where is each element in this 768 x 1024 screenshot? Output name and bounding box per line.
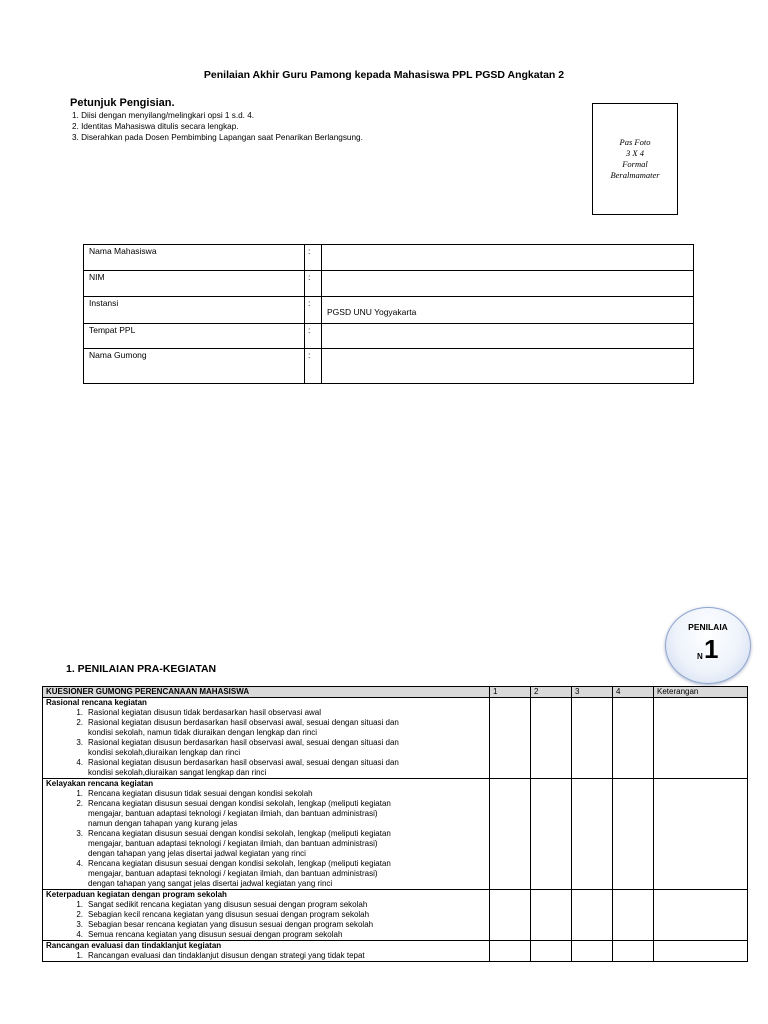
- criteria-item-line: Rancangan evaluasi dan tindaklanjut disusun dengan strategi yang tidak tepat: [88, 951, 365, 960]
- criteria-item-number: 3.: [76, 920, 83, 929]
- criteria-item-line: kondisi sekolah,diuraikan sangat lengkap dan rinci: [88, 768, 267, 777]
- identity-value: PGSD UNU Yogyakarta: [327, 307, 417, 317]
- criteria-item-line: namun dengan tahapan yang kurang jelas: [88, 819, 238, 828]
- header-questionnaire: KUESIONER GUMONG PERENCANAAN MAHASISWA: [43, 687, 490, 698]
- score-cell-3[interactable]: [572, 941, 613, 962]
- photo-label-line: Pas Foto: [619, 137, 651, 147]
- criteria-item-number: 3.: [76, 738, 83, 747]
- criteria-item-line: Rencana kegiatan disusun sesuai dengan kondisi sekolah, lengkap (meliputi kegiatan: [88, 799, 391, 808]
- identity-value-field[interactable]: [322, 245, 694, 271]
- criteria-item-number: 2.: [76, 910, 83, 919]
- identity-row-instansi: [84, 297, 694, 324]
- criteria-item-text: [88, 951, 486, 961]
- keterangan-cell[interactable]: [654, 698, 748, 779]
- instruction-item: 1. Diisi dengan menyilang/melingkari opsi 1 s.d. 4.: [72, 111, 255, 120]
- criteria-item: [46, 829, 486, 859]
- criteria-item-number: 4.: [76, 930, 83, 939]
- criteria-group-title: Keterpaduan kegiatan dengan program sekolah: [46, 890, 227, 899]
- photo-label-line: Formal: [622, 159, 648, 169]
- instruction-item: 3. Diserahkan pada Dosen Pembimbing Lapangan saat Penarikan Berlangsung.: [72, 133, 363, 142]
- criteria-item-text: [88, 738, 486, 758]
- section-title: 1. PENILAIAN PRA-KEGIATAN: [66, 663, 217, 675]
- criteria-item-text: [88, 718, 486, 738]
- criteria-cell: [43, 779, 490, 890]
- identity-label: Nama Gumong: [84, 349, 305, 384]
- instructions-heading: Petunjuk Pengisian.: [70, 97, 175, 109]
- keterangan-cell[interactable]: [654, 941, 748, 962]
- photo-placeholder: [592, 103, 678, 215]
- header-score-3: 3: [572, 687, 613, 698]
- score-cell-3[interactable]: [572, 779, 613, 890]
- criteria-item-text: [88, 900, 486, 910]
- criteria-item: [46, 799, 486, 829]
- score-cell-2[interactable]: [531, 698, 572, 779]
- photo-label-line: 3 X 4: [626, 148, 644, 158]
- criteria-item: [46, 930, 486, 940]
- questionnaire-group-row: [43, 890, 748, 941]
- criteria-item: [46, 708, 486, 718]
- identity-colon: :: [305, 349, 322, 384]
- criteria-item: [46, 910, 486, 920]
- identity-label: Nama Mahasiswa: [84, 245, 305, 271]
- score-cell-2[interactable]: [531, 941, 572, 962]
- identity-value-field[interactable]: [322, 271, 694, 297]
- criteria-item-number: 1.: [76, 951, 83, 960]
- score-cell-1[interactable]: [490, 698, 531, 779]
- criteria-cell: [43, 698, 490, 779]
- identity-label: NIM: [84, 271, 305, 297]
- criteria-item-line: mengajar, bantuan adaptasi teknologi / kegiatan ilmiah, dan bantuan administrasi): [88, 839, 378, 848]
- score-cell-1[interactable]: [490, 941, 531, 962]
- keterangan-cell[interactable]: [654, 779, 748, 890]
- criteria-item-line: kondisi sekolah,diuraikan lengkap dan rinci: [88, 748, 241, 757]
- criteria-item-text: [88, 799, 486, 829]
- criteria-item: [46, 920, 486, 930]
- photo-label-line: Beralmamater: [610, 170, 660, 180]
- criteria-cell: [43, 941, 490, 962]
- criteria-item-line: kondisi sekolah, namun tidak diuraikan dengan lengkap dan rinci: [88, 728, 318, 737]
- identity-value-field[interactable]: [322, 324, 694, 349]
- identity-label: Tempat PPL: [84, 324, 305, 349]
- criteria-item-line: Semua rencana kegiatan yang disusun sesuai dengan program sekolah: [88, 930, 343, 939]
- badge-label: PENILAIA: [688, 622, 728, 632]
- criteria-item-line: Sebagian besar rencana kegiatan yang disusun sesuai dengan program sekolah: [88, 920, 374, 929]
- criteria-item-line: Sebagian kecil rencana kegiatan yang disusun sesuai dengan program sekolah: [88, 910, 370, 919]
- criteria-item-line: Sangat sedikit rencana kegiatan yang disusun sesuai dengan program sekolah: [88, 900, 368, 909]
- score-cell-4[interactable]: [613, 779, 654, 890]
- criteria-item: [46, 859, 486, 889]
- identity-colon: :: [305, 297, 322, 324]
- criteria-item-line: Rencana kegiatan disusun sesuai dengan kondisi sekolah, lengkap (meliputi kegiatan: [88, 829, 391, 838]
- criteria-item-line: Rasional kegiatan disusun berdasarkan hasil observasi awal, sesuai dengan situasi dan: [88, 738, 399, 747]
- instruction-item: 2. Identitas Mahasiswa ditulis secara lengkap.: [72, 122, 239, 131]
- score-cell-2[interactable]: [531, 779, 572, 890]
- score-cell-3[interactable]: [572, 890, 613, 941]
- criteria-item-text: [88, 829, 486, 859]
- identity-row-nim: [84, 271, 694, 297]
- identity-value-field[interactable]: [322, 349, 694, 384]
- criteria-item-number: 2.: [76, 718, 83, 727]
- identity-label: Instansi: [84, 297, 305, 324]
- criteria-group-title: Kelayakan rencana kegiatan: [46, 779, 154, 788]
- criteria-cell: [43, 890, 490, 941]
- identity-colon: :: [305, 245, 322, 271]
- criteria-item-number: 2.: [76, 799, 83, 808]
- score-cell-2[interactable]: [531, 890, 572, 941]
- criteria-item-number: 1.: [76, 789, 83, 798]
- criteria-item: [46, 900, 486, 910]
- criteria-item-text: [88, 859, 486, 889]
- criteria-item-number: 3.: [76, 829, 83, 838]
- score-cell-3[interactable]: [572, 698, 613, 779]
- criteria-group-title: Rancangan evaluasi dan tindaklanjut kegiatan: [46, 941, 222, 950]
- header-score-1: 1: [490, 687, 531, 698]
- criteria-item: [46, 718, 486, 738]
- identity-table: [83, 244, 694, 384]
- criteria-item-line: dengan tahapan yang sangat jelas disertai jadwal kegiatan yang rinci: [88, 879, 333, 888]
- criteria-item-number: 1.: [76, 900, 83, 909]
- questionnaire-group-row: [43, 698, 748, 779]
- header-score-4: 4: [613, 687, 654, 698]
- criteria-item-line: mengajar, bantuan adaptasi teknologi / kegiatan ilmiah, dan bantuan administrasi): [88, 869, 378, 878]
- penilaian-badge: [665, 607, 751, 684]
- criteria-item-line: Rasional kegiatan disusun tidak berdasarkan hasil observasi awal: [88, 708, 322, 717]
- criteria-item-line: Rencana kegiatan disusun tidak sesuai dengan kondisi sekolah: [88, 789, 313, 798]
- instructions-list: [72, 110, 363, 143]
- identity-row-gumong: [84, 349, 694, 384]
- criteria-item-number: 4.: [76, 758, 83, 767]
- header-keterangan: Keterangan: [654, 687, 748, 698]
- criteria-item: [46, 789, 486, 799]
- questionnaire-header-row: [43, 687, 748, 698]
- criteria-item-text: [88, 708, 486, 718]
- criteria-item-number: 1.: [76, 708, 83, 717]
- header-score-2: 2: [531, 687, 572, 698]
- score-cell-4[interactable]: [613, 890, 654, 941]
- score-cell-1[interactable]: [490, 779, 531, 890]
- score-cell-4[interactable]: [613, 941, 654, 962]
- criteria-item-line: Rasional kegiatan disusun berdasarkan hasil observasi awal, sesuai dengan situasi dan: [88, 758, 399, 767]
- identity-row-nama: [84, 245, 694, 271]
- criteria-item-text: [88, 910, 486, 920]
- identity-value-field[interactable]: [322, 297, 694, 324]
- criteria-item: [46, 758, 486, 778]
- criteria-item-text: [88, 758, 486, 778]
- criteria-item-text: [88, 930, 486, 940]
- criteria-item-line: dengan tahapan yang jelas disertai jadwal kegiatan yang rinci: [88, 849, 306, 858]
- badge-label-suffix: N: [697, 652, 703, 661]
- identity-row-tempat: [84, 324, 694, 349]
- identity-colon: :: [305, 271, 322, 297]
- badge-number: 1: [704, 634, 719, 664]
- criteria-item-line: Rasional kegiatan disusun berdasarkan hasil observasi awal, sesuai dengan situasi dan: [88, 718, 399, 727]
- criteria-item: [46, 738, 486, 758]
- questionnaire-table: [42, 686, 748, 962]
- document-title: Penilaian Akhir Guru Pamong kepada Mahasiswa PPL PGSD Angkatan 2: [203, 69, 565, 81]
- criteria-item-line: mengajar, bantuan adaptasi teknologi / kegiatan ilmiah, dan bantuan administrasi): [88, 809, 378, 818]
- criteria-item-line: Rencana kegiatan disusun sesuai dengan kondisi sekolah, lengkap (meliputi kegiatan: [88, 859, 391, 868]
- identity-colon: :: [305, 324, 322, 349]
- score-cell-1[interactable]: [490, 890, 531, 941]
- criteria-item-text: [88, 920, 486, 930]
- criteria-group-title: Rasional rencana kegiatan: [46, 698, 147, 707]
- keterangan-cell[interactable]: [654, 890, 748, 941]
- criteria-item-text: [88, 789, 486, 799]
- criteria-item: [46, 951, 486, 961]
- questionnaire-group-row: [43, 779, 748, 890]
- criteria-item-number: 4.: [76, 859, 83, 868]
- questionnaire-group-row: [43, 941, 748, 962]
- score-cell-4[interactable]: [613, 698, 654, 779]
